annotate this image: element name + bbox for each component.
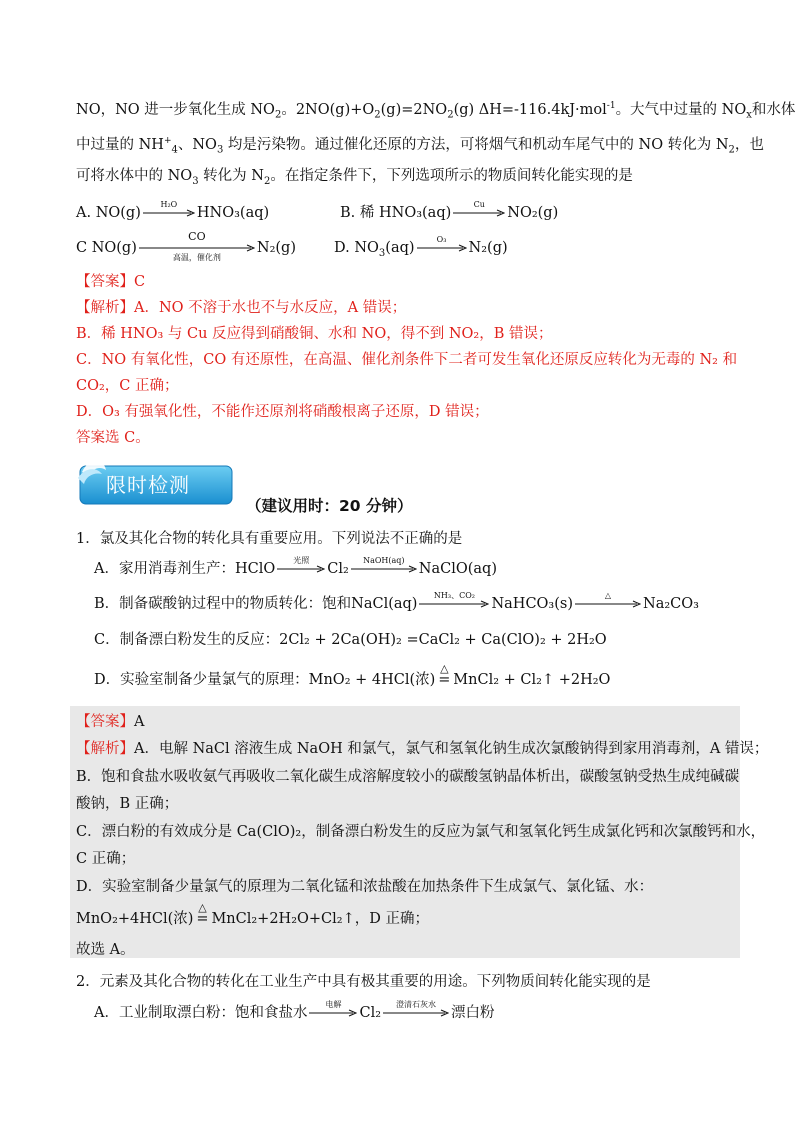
analysis-2-line-8: 故选 A。 (76, 942, 135, 958)
section-title: 限时检测 (106, 473, 190, 497)
analysis-1-line-5: D．O₃ 有强氧化性，不能作还原剂将硝酸根离子还原，D 错误； (76, 404, 489, 420)
question-1-option-b: B．制备碳酸钠过程中的物质转化：饱和NaCl(aq) NH₃、CO₂ NaHCO₃(s) △ Na₂CO₃ (94, 591, 699, 612)
reaction-arrow: Cu (453, 209, 505, 217)
reaction-arrow: 电解 (309, 1009, 357, 1017)
section-banner (76, 458, 236, 504)
heat-equals-sign: △ = (438, 662, 451, 688)
analysis-2-line-6: D．实验室制备少量氯气的原理为二氧化锰和浓盐酸在加热条件下生成氯气、氯化锰、水： (76, 879, 654, 895)
analysis-2-line-4: C．漂白粉的有效成分是 Ca(ClO)₂，制备漂白粉发生的反应为氯气和氢氧化钙生成氯化钙和次氯酸钙和水， (76, 824, 766, 840)
analysis-2-line-2: B．饱和食盐水吸收氨气再吸收二氧化碳生成溶解度较小的碳酸氢钠晶体析出，碳酸氢钠受热生成纯碱碳 (76, 769, 740, 785)
analysis-1-line-2: B．稀 HNO₃ 与 Cu 反应得到硝酸铜、水和 NO，得不到 NO₂，B 错误； (76, 326, 553, 342)
analysis-1-line-3: C．NO 有氧化性，CO 有还原性，在高温、催化剂条件下二者可发生氧化还原反应转化为无毒的 N₂ 和 (76, 352, 738, 368)
reaction-arrow: △ (575, 600, 641, 608)
option-c: C NO(g) CO 高温，催化剂 N₂(g) (76, 230, 296, 262)
question-1-stem: 1．氯及其化合物的转化具有重要应用。下列说法不正确的是 (76, 531, 463, 547)
intro-line-1: NO，NO 进一步氧化生成 $NO_2$。$2NO(g)+O_2(g)=2NO_2(g)$ ΔH=-116.4kJ·mol$^{-1}$。大气中过量的 $NO_x$和水体 (76, 101, 796, 121)
answer-2: 【答案】A (76, 714, 145, 730)
reaction-arrow: CO 高温，催化剂 (139, 244, 255, 252)
question-1-option-a: A．家用消毒剂生产：HClO 光照 Cl₂ NaOH(aq) NaClO(aq) (94, 556, 497, 577)
option-b: B. 稀 HNO₃(aq) Cu NO₂(g) (340, 200, 559, 221)
intro-line-3: 可将水体中的 $NO_3$ 转化为 $N_2$。在指定条件下，下列选项所示的物质间转化能实现的是 (76, 168, 633, 187)
reaction-arrow: NH₃、CO₂ (419, 600, 489, 608)
question-1-option-c: C．制备漂白粉发生的反应：2Cl₂ + 2Ca(OH)₂ =CaCl₂ + Ca(ClO)₂ + 2H₂O (94, 632, 607, 648)
question-2-option-a: A．工业制取漂白粉：饱和食盐水 电解 Cl₂ 澄清石灰水 漂白粉 (94, 1000, 495, 1021)
reaction-arrow: O₃ (417, 244, 467, 252)
heat-equals-sign: △ = (196, 901, 209, 927)
time-hint: （建议用时：20 分钟） (246, 497, 413, 515)
reaction-arrow: NaOH(aq) (351, 565, 417, 573)
analysis-2-line-1: 【解析】A．电解 NaCl 溶液生成 NaOH 和氯气，氯气和氢氧化钠生成次氯酸钠得到家用消毒剂，A 错误； (76, 741, 769, 757)
analysis-1-line-1: 【解析】A．NO 不溶于水也不与水反应，A 错误； (76, 300, 407, 316)
analysis-2-line-5: C 正确； (76, 851, 136, 867)
option-a: A. NO(g) H₂O HNO₃(aq) (76, 200, 270, 221)
intro-line-2: 中过量的 $NH^+_4$、$NO_3$ 均是污染物。通过催化还原的方法，可将烟气和机动车尾气中的 NO 转化为 $N_2$，也 (76, 136, 764, 156)
option-d: D. $NO_3(aq)$ O₃ N₂(g) (334, 235, 508, 259)
analysis-2-line-3: 酸钠，B 正确； (76, 796, 179, 812)
analysis-2-line-7: MnO₂+4HCl(浓) △ = MnCl₂+2H₂O+Cl₂↑，D 正确； (76, 901, 429, 927)
question-1-option-d: D．实验室制备少量氯气的原理：MnO₂ + 4HCl(浓) △ = MnCl₂ + Cl₂↑ +2H₂O (94, 662, 611, 688)
reaction-arrow: 澄清石灰水 (383, 1009, 449, 1017)
reaction-arrow: 光照 (277, 565, 325, 573)
analysis-1-line-6: 答案选 C。 (76, 430, 150, 446)
answer-1: 【答案】C (76, 274, 146, 290)
question-2-stem: 2．元素及其化合物的转化在工业生产中具有极其重要的用途。下列物质间转化能实现的是 (76, 974, 651, 990)
reaction-arrow: H₂O (143, 209, 195, 217)
analysis-1-line-4: CO₂，C 正确； (76, 378, 179, 394)
